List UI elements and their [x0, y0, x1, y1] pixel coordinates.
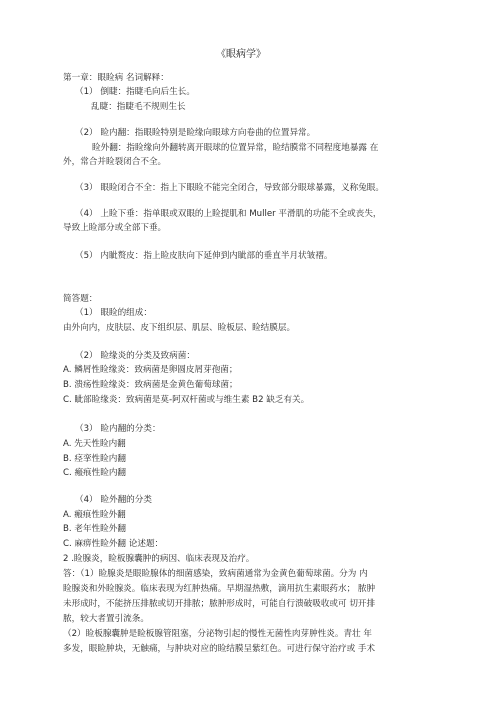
text-line: （2）睑板腺囊肿是睑板腺管阻塞，分泌物引起的慢性无菌性肉芽肿性炎。青壮 年: [63, 629, 372, 639]
text-line: 2 .睑腺炎，睑板腺囊肿的病因、临床表现及治疗。: [63, 554, 255, 564]
text-line: 脓，较大者置引流条。: [63, 614, 149, 624]
list-item: C. 眦部睑缘炎：致病菌是莫-阿双杆菌或与维生素 B2 缺乏有关。: [63, 395, 310, 405]
text-line: （1） 眼睑的组成：: [75, 308, 152, 318]
list-item: C. 瘢痕性睑内翻: [63, 468, 127, 478]
list-item: B. 溃疡性睑缘炎：致病菌是金黄色葡萄球菌；: [63, 380, 238, 390]
text-line: （4） 睑外翻的分类: [75, 495, 152, 505]
text-line: 乱睫：指睫毛不规则生长: [91, 102, 186, 112]
text-line: 多发，眼睑肿块，无触痛，与肿块对应的睑结膜呈紫红色。可进行保守治疗或 手术: [63, 644, 376, 654]
text-line: （1） 倒睫：指睫毛向后生长。: [75, 87, 195, 97]
list-item: A. 鳞屑性睑缘炎：致病菌是卵圆皮屑芽孢菌；: [63, 365, 238, 375]
list-item: B. 老年性睑外翻: [63, 524, 126, 534]
text-line: （3） 眼睑闭合不全：指上下眼睑不能完全闭合，导致部分眼球暴露，义称兔眼。: [75, 183, 384, 193]
document-title: 《眼病学》: [216, 49, 266, 60]
section-heading: 简答题：: [63, 294, 98, 304]
text-line: 由外向内，皮肤层、皮下组织层、肌层、睑板层、睑结膜层。: [63, 323, 296, 333]
text-line: （2） 睑内翻：指眼睑特别是睑缘向眼球方向卷曲的位置异常。: [75, 128, 316, 138]
text-line: （3） 睑内翻的分类：: [75, 424, 161, 434]
text-line: 第一章：眼睑病 名词解释：: [63, 73, 169, 83]
text-line: 睑外翻：指睑缘向外翻转离开眼球的位置异常，睑结膜常不同程度地暴露 在: [92, 143, 379, 153]
text-line: （4） 上睑下垂：指单眼或双眼的上睑提肌和 Muller 平滑肌的功能不全或丧失，: [75, 209, 382, 219]
text-line: （2） 睑缘炎的分类及致病菌：: [75, 351, 195, 361]
text-line: 未形成时，不能挤压排脓或切开排脓；脓肿形成时，可能自行溃破吸收或可 切开排: [63, 599, 376, 609]
text-line: 答：（1）睑腺炎是眼睑腺体的细菌感染，致病菌通常为金黄色葡萄球菌。分为 内: [63, 569, 368, 579]
text-line: （5） 内眦赘皮：指上睑皮肤向下延伸到内眦部的垂直半月状皱褶。: [75, 251, 333, 261]
text-line: 睑腺炎和外睑腺炎。临床表现为红肿热痛。早期湿热敷，滴用抗生素眼药水； 脓肿: [63, 584, 376, 594]
list-item: C. 麻痹性睑外翻 论述题：: [63, 539, 164, 549]
text-line: 导致上睑部分或全部下垂。: [63, 223, 167, 233]
text-line: 外，常合并睑裂闭合不全。: [63, 157, 167, 167]
list-item: A. 先天性睑内翻: [63, 439, 126, 449]
list-item: B. 痉挛性睑内翻: [63, 454, 126, 464]
list-item: A. 瘢痕性睑外翻: [63, 510, 126, 520]
